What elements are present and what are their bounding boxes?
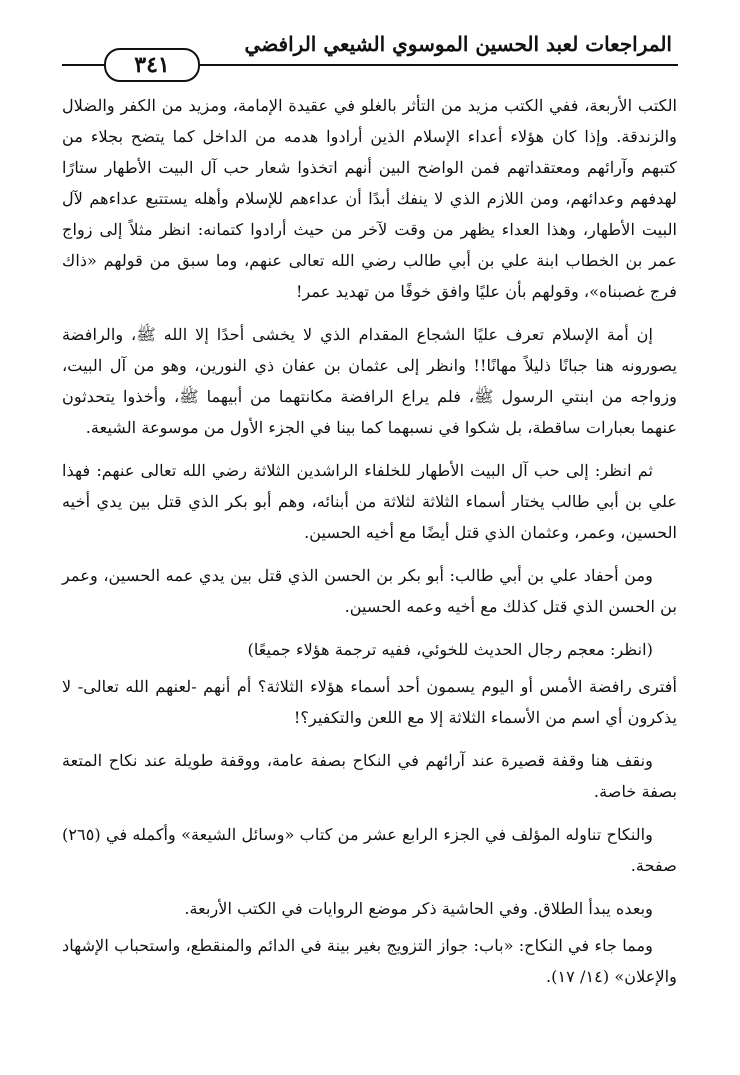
paragraph-3: ثم انظر: إلى حب آل البيت الأطهار للخلفاء الراشدين الثلاثة رضي الله تعالى عنهم: فهذا علي بن أبي طالب يختار أسماء الثلاثة لثلاثة من أبنائه، وهم أبو بكر الذي قتل بين يدي أخيه الحسين، وعمر، وعثمان الذي قتل أيضًا مع أخيه الحسين. <box>62 461 677 542</box>
paragraph-5-reference: (انظر: معجم رجال الحديث للخوئي، ففيه ترجمة هؤلاء جميعًا) <box>247 640 653 659</box>
page-body <box>62 90 677 1004</box>
paragraph-4: ومن أحفاد علي بن أبي طالب: أبو بكر بن الحسن الذي قتل بين يدي عمه الحسين، وعمر بن الحسن الذي قتل كذلك مع أخيه وعمه الحسين. <box>62 566 677 616</box>
page-number: ٣٤١ <box>104 48 200 82</box>
paragraph-10: ومما جاء في النكاح: «باب: جواز التزويج بغير بينة في الدائم والمنقطع، واستحباب الإشهاد والإعلان» (١٤/ ١٧). <box>62 936 677 986</box>
paragraph-2: إن أمة الإسلام تعرف عليًا الشجاع المقدام الذي لا يخشى أحدًا إلا الله ﷺ، والرافضة يصورونه هنا جبانًا ذليلاً مهانًا!! وانظر إلى عثمان بن عفان ذي النورين، وهو من آل البيت، وزواجه من ابنتي الرسول ﷺ، فلم يراع الرافضة مكانتهما من أبيهما ﷺ، وأخذوا يتحدثون عنهما بعبارات ساقطة، بل شكوا في نسبهما كما بينا في الجزء الأول من موسوعة الشيعة. <box>62 325 677 437</box>
running-title: المراجعات لعبد الحسين الموسوي الشيعي الرافضي <box>244 32 672 56</box>
paragraph-1: الكتب الأربعة، ففي الكتب مزيد من التأثر بالغلو في عقيدة الإمامة، ومزيد من الكفر والضلال والزندقة. وإذا كان هؤلاء أعداء الإسلام الذين أرادوا هدمه من الداخل كما يتضح بجلاء من كتبهم وآرائهم ومعتقداتهم فمن الواضح البين أنهم اتخذوا شعار حب آل البيت الأطهار ستارًا لهدفهم وعدائهم، ومن اللازم الذي لا ينفك أبدًا أن عداءهم للإسلام وأهله يستتبع عداءهم لآل البيت الأطهار، وهذا العداء يظهر من وقت لآخر من حيث أرادوا كتمانه: انظر مثلاً إلى زواج عمر بن الخطاب ابنة علي بن أبي طالب رضي الله تعالى عنهم، وما سبق من قولهم «ذاك فرج غصبناه»، وقولهم بأن عليًا وافق خوفًا من تهديد عمر! <box>62 96 677 301</box>
paragraph-9: وبعده يبدأ الطلاق. وفي الحاشية ذكر موضع الروايات في الكتب الأربعة. <box>184 899 653 918</box>
paragraph-7: ونقف هنا وقفة قصيرة عند آرائهم في النكاح بصفة عامة، ووقفة طويلة عند نكاح المتعة بصفة خاصة. <box>62 751 677 801</box>
paragraph-8: والنكاح تناوله المؤلف في الجزء الرابع عشر من كتاب «وسائل الشيعة» وأكمله في (٢٦٥) صفحة. <box>62 825 677 875</box>
paragraph-6: أفترى رافضة الأمس أو اليوم يسمون أحد أسماء هؤلاء الثلاثة؟ أم أنهم -لعنهم الله تعالى- لا يذكرون أي اسم من الأسماء الثلاثة إلا مع اللعن والتكفير؟! <box>62 677 677 727</box>
page-header <box>62 30 678 78</box>
